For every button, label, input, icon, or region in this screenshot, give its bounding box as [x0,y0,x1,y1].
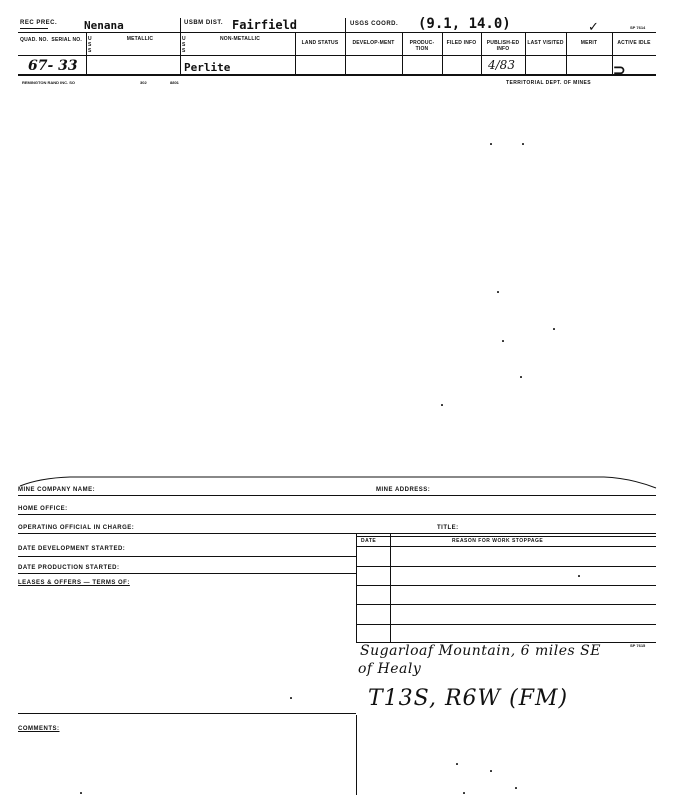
handwritten-township-range: T13S, R6W (FM) [368,686,569,711]
table-rule [356,566,656,567]
speck [490,770,492,772]
col-merit-header: MERIT [580,40,598,46]
date-header: DATE [361,538,377,544]
checkmark: ✓ [588,19,599,34]
form-number-lower: SP 7615 [630,643,646,648]
usgs-coord-value: (9.1, 14.0) [418,16,511,32]
home-office-label: HOME OFFICE: [18,506,68,512]
issuing-department: TERRITORIAL DEPT. OF MINES [506,80,591,86]
table-rule [356,536,656,537]
usbm-dist-value: Fairfield [232,18,298,32]
form-rule [18,533,656,534]
form-rule [18,556,356,557]
speck [463,792,465,794]
table-divider [390,533,391,643]
reason-header: REASON FOR WORK STOPPAGE [452,538,544,544]
printer-code: 302 [140,80,147,85]
mine-company-label: MINE COMPANY NAME: [18,487,96,493]
table-rule [356,604,656,605]
leases-label: LEASES & OFFERS — TERMS OF: [18,580,130,586]
col-metallic-prefix: U S S [88,36,92,54]
printer-credit: REMINGTON RAND INC. SO [22,80,76,85]
col-development-header: DEVELOP-MENT [352,40,395,46]
speck [456,763,458,765]
rec-prec-label: REC PREC. [20,20,58,26]
col-nonmetallic-header: NON-METALLIC [219,36,261,42]
usbm-dist-label: USBM DIST. [184,20,224,26]
form-rule [18,713,356,714]
speck [515,787,517,789]
col-serial-label: SERIAL NO. [51,37,82,43]
speck [290,697,292,699]
col-filed-info-header: FILED INFO [446,40,477,46]
col-land-status-header: LAND STATUS [301,40,339,46]
comments-label: COMMENTS: [18,726,60,732]
mine-address-label: MINE ADDRESS: [376,487,431,493]
col-metallic-header: METALLIC [126,36,154,42]
table-rule [356,546,656,547]
handwritten-location: Sugarloaf Mountain, 6 miles SE [360,643,601,659]
col-last-visited-header: LAST VISITED [527,40,564,46]
comments-divider [356,715,357,795]
col-active-idle-header: ACTIVE IDLE [617,40,651,46]
speck [80,792,82,794]
active-idle-mark: ⊃ [613,62,626,79]
printer-code: 8801 [170,80,179,85]
col-quad-label: QUAD. NO. [20,37,49,43]
form-rule [18,495,656,496]
form-rule [18,573,356,574]
nonmetallic-value: Perlite [184,61,231,74]
operating-official-label: OPERATING OFFICIAL IN CHARGE: [18,525,135,531]
table-rule [356,585,656,586]
col-nonmetallic-prefix: U S S [182,36,186,54]
table-divider [356,533,357,643]
speck [578,575,580,577]
published-value: 4/83 [488,58,515,72]
title-label: TITLE: [437,525,459,531]
usgs-coord-label: USGS COORD. [350,21,399,27]
table-rule [356,624,656,625]
col-production-header: PRODUC-TION [409,40,435,52]
col-published-info-header: PUBLISH-ED INFO [486,40,520,52]
rec-prec-value: Nenana [84,19,124,32]
handwritten-location-cont: of Healy [358,661,422,677]
form-rule [18,514,656,515]
date-production-label: DATE PRODUCTION STARTED: [18,565,120,571]
date-development-label: DATE DEVELOPMENT STARTED: [18,546,126,552]
quad-serial-value: 67- 33 [28,58,78,74]
form-number: SP 7614 [630,25,646,30]
